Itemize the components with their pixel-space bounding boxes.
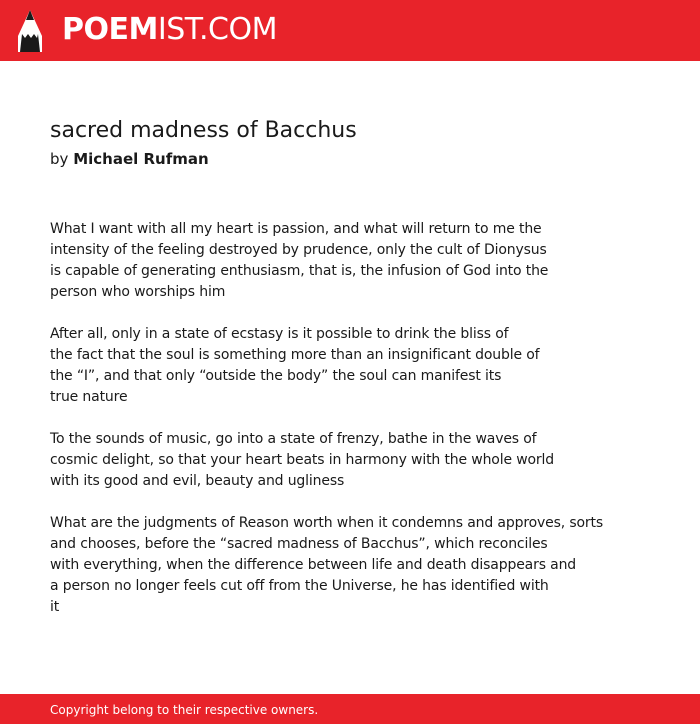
poem-line: What are the judgments of Reason worth when it condemns and approves, sorts [50, 515, 604, 531]
poem-line: true nature [50, 389, 128, 405]
poem-line: it [50, 599, 60, 615]
logo-text-light: IST.COM [157, 12, 277, 47]
stanza-4 [50, 513, 670, 618]
byline [50, 149, 209, 169]
poem-line: and chooses, before the “sacred madness of Bacchus”, which reconciles [50, 536, 548, 552]
poem-line: is capable of generating enthusiasm, that is, the infusion of God into the [50, 263, 549, 279]
poem-line: To the sounds of music, go into a state of frenzy, bathe in the waves of [50, 431, 537, 447]
site-logo[interactable] [62, 12, 277, 48]
poem-line: cosmic delight, so that your heart beats in harmony with the whole world [50, 452, 555, 468]
stanza-3 [50, 429, 670, 492]
copyright-text: Copyright belong to their respective owners. [50, 703, 319, 717]
poem-title: sacred madness of Bacchus [50, 118, 357, 143]
poem-line: the “I”, and that only “outside the body” the soul can manifest its [50, 368, 502, 384]
poem-line: person who worships him [50, 284, 226, 300]
pencil-tip-icon[interactable] [18, 10, 42, 52]
poem-line: After all, only in a state of ecstasy is it possible to drink the bliss of [50, 326, 509, 342]
author-name: Michael Rufman [73, 150, 209, 168]
site-header [0, 0, 700, 61]
poem-line: What I want with all my heart is passion, and what will return to me the [50, 221, 542, 237]
poem-body [50, 219, 670, 639]
poem-line: with everything, when the difference between life and death disappears and [50, 557, 577, 573]
poem-line: the fact that the soul is something more than an insignificant double of [50, 347, 540, 363]
stanza-2 [50, 324, 670, 408]
site-footer [0, 694, 700, 724]
logo-text-bold: POEM [62, 12, 158, 47]
stanza-1 [50, 219, 670, 303]
poem-line: with its good and evil, beauty and ugliness [50, 473, 345, 489]
by-label: by [50, 150, 69, 168]
poem-line: a person no longer feels cut off from the Universe, he has identified with [50, 578, 549, 594]
poem-line: intensity of the feeling destroyed by prudence, only the cult of Dionysus [50, 242, 547, 258]
